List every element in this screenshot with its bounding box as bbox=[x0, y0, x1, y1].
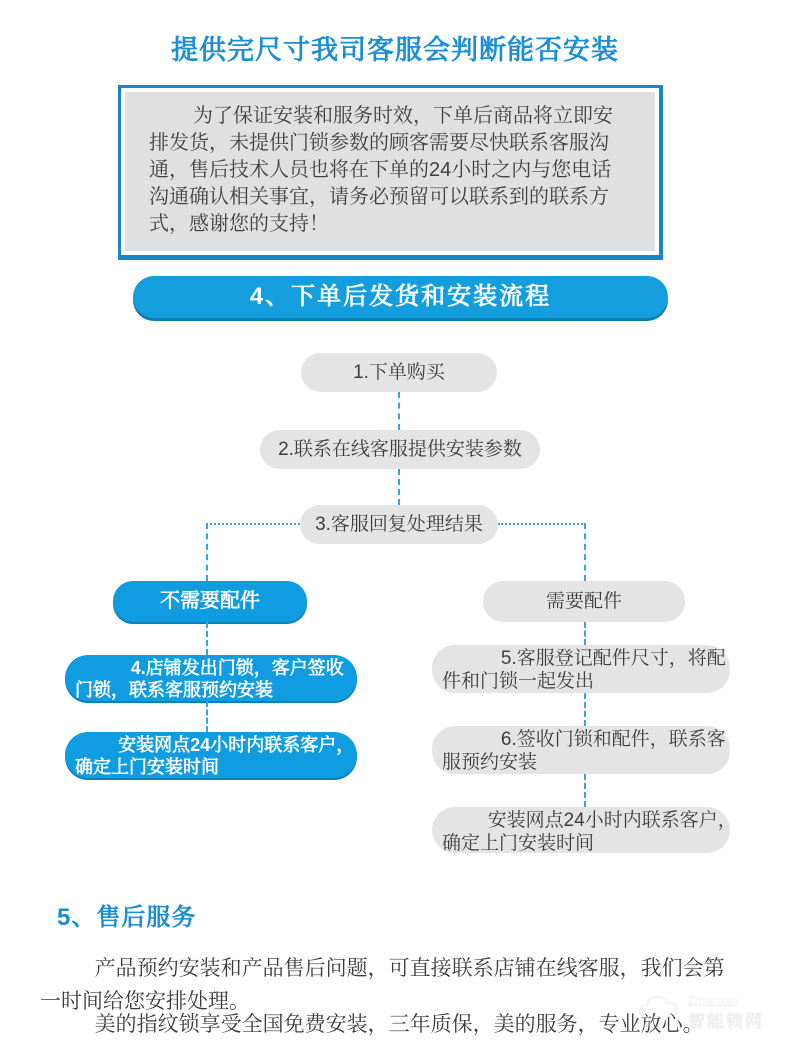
notice-line: 通，售后技术人员也将在下单的24小时之内与您电话 bbox=[149, 159, 612, 181]
flow-step-line: 门锁，联系客服预约安装 bbox=[75, 680, 273, 700]
notice-box bbox=[118, 85, 663, 260]
paragraph-line: 一时间给您安排处理。 bbox=[40, 990, 250, 1013]
flow-branch-connector-left bbox=[206, 523, 208, 581]
flow-step-5-register-parts bbox=[432, 645, 730, 693]
notice-line: 排发货，未提供门锁参数的顾客需要尽快联系客服沟 bbox=[149, 132, 609, 154]
flow-branch-connector-right bbox=[584, 523, 586, 581]
flow-connector bbox=[206, 701, 208, 732]
watermark-name: 智能锁网 bbox=[688, 1011, 764, 1031]
flow-connector bbox=[398, 392, 400, 430]
flow-connector bbox=[206, 622, 208, 655]
warranty-paragraph bbox=[40, 1008, 755, 1041]
paragraph-line: 产品预约安装和产品售后问题，可直接联系店铺在线客服，我们会第 bbox=[94, 957, 725, 980]
flow-step-line: 安装网点24小时内联系客户， bbox=[487, 810, 737, 831]
flow-step-1-order: 1.下单购买 bbox=[301, 353, 497, 392]
flow-step-2-contact-service: 2.联系在线客服提供安装参数 bbox=[260, 430, 540, 469]
flow-step-line: 确定上门安装时间 bbox=[442, 833, 595, 854]
flow-branch-connector-right bbox=[498, 523, 586, 525]
flow-connector bbox=[398, 469, 400, 505]
notice-line: 式，感谢您的支持！ bbox=[149, 213, 329, 235]
flow-step-line: 5.客服登记配件尺寸，将配 bbox=[500, 648, 726, 669]
flow-branch-need-parts: 需要配件 bbox=[483, 581, 685, 622]
notice-text bbox=[125, 92, 655, 251]
flow-step-install-contact-left bbox=[65, 732, 357, 778]
notice-line: 沟通确认相关事宜，请务必预留可以联系到的联系方 bbox=[149, 186, 609, 208]
flow-step-6-sign-parts bbox=[432, 726, 730, 774]
flow-step-3-service-reply: 3.客服回复处理结果 bbox=[300, 505, 498, 544]
flow-step-line: 件和门锁一起发出 bbox=[442, 671, 595, 692]
flow-step-line: 安装网点24小时内联系客户， bbox=[118, 735, 355, 755]
flow-step-install-contact-right bbox=[432, 807, 737, 854]
flow-connector bbox=[584, 774, 586, 807]
flow-step-line: 4.店铺发出门锁，客户签收 bbox=[130, 658, 344, 678]
paragraph-line: 美的指纹锁享受全国免费安装，三年质保，美的服务，专业放心。 bbox=[94, 1013, 704, 1036]
flow-branch-no-parts: 不需要配件 bbox=[113, 581, 307, 622]
page-title: 提供完尺寸我司客服会判断能否安装 bbox=[171, 35, 619, 65]
flow-step-line: 6.签收门锁和配件，联系客 bbox=[500, 729, 726, 750]
watermark-url: Znsw.com bbox=[688, 994, 738, 1007]
flow-step-line: 服预约安装 bbox=[442, 752, 538, 773]
flow-connector bbox=[584, 622, 586, 645]
section-banner-delivery-install: 4、下单后发货和安装流程 bbox=[133, 276, 668, 318]
flow-connector bbox=[584, 693, 586, 726]
flow-step-4-ship-lock bbox=[65, 655, 357, 701]
flow-step-line: 确定上门安装时间 bbox=[75, 757, 219, 777]
section-heading-after-sale: 5、售后服务 bbox=[57, 904, 197, 931]
notice-line: 为了保证安装和服务时效，下单后商品将立即安 bbox=[193, 105, 613, 127]
flow-branch-connector-left bbox=[206, 523, 300, 525]
